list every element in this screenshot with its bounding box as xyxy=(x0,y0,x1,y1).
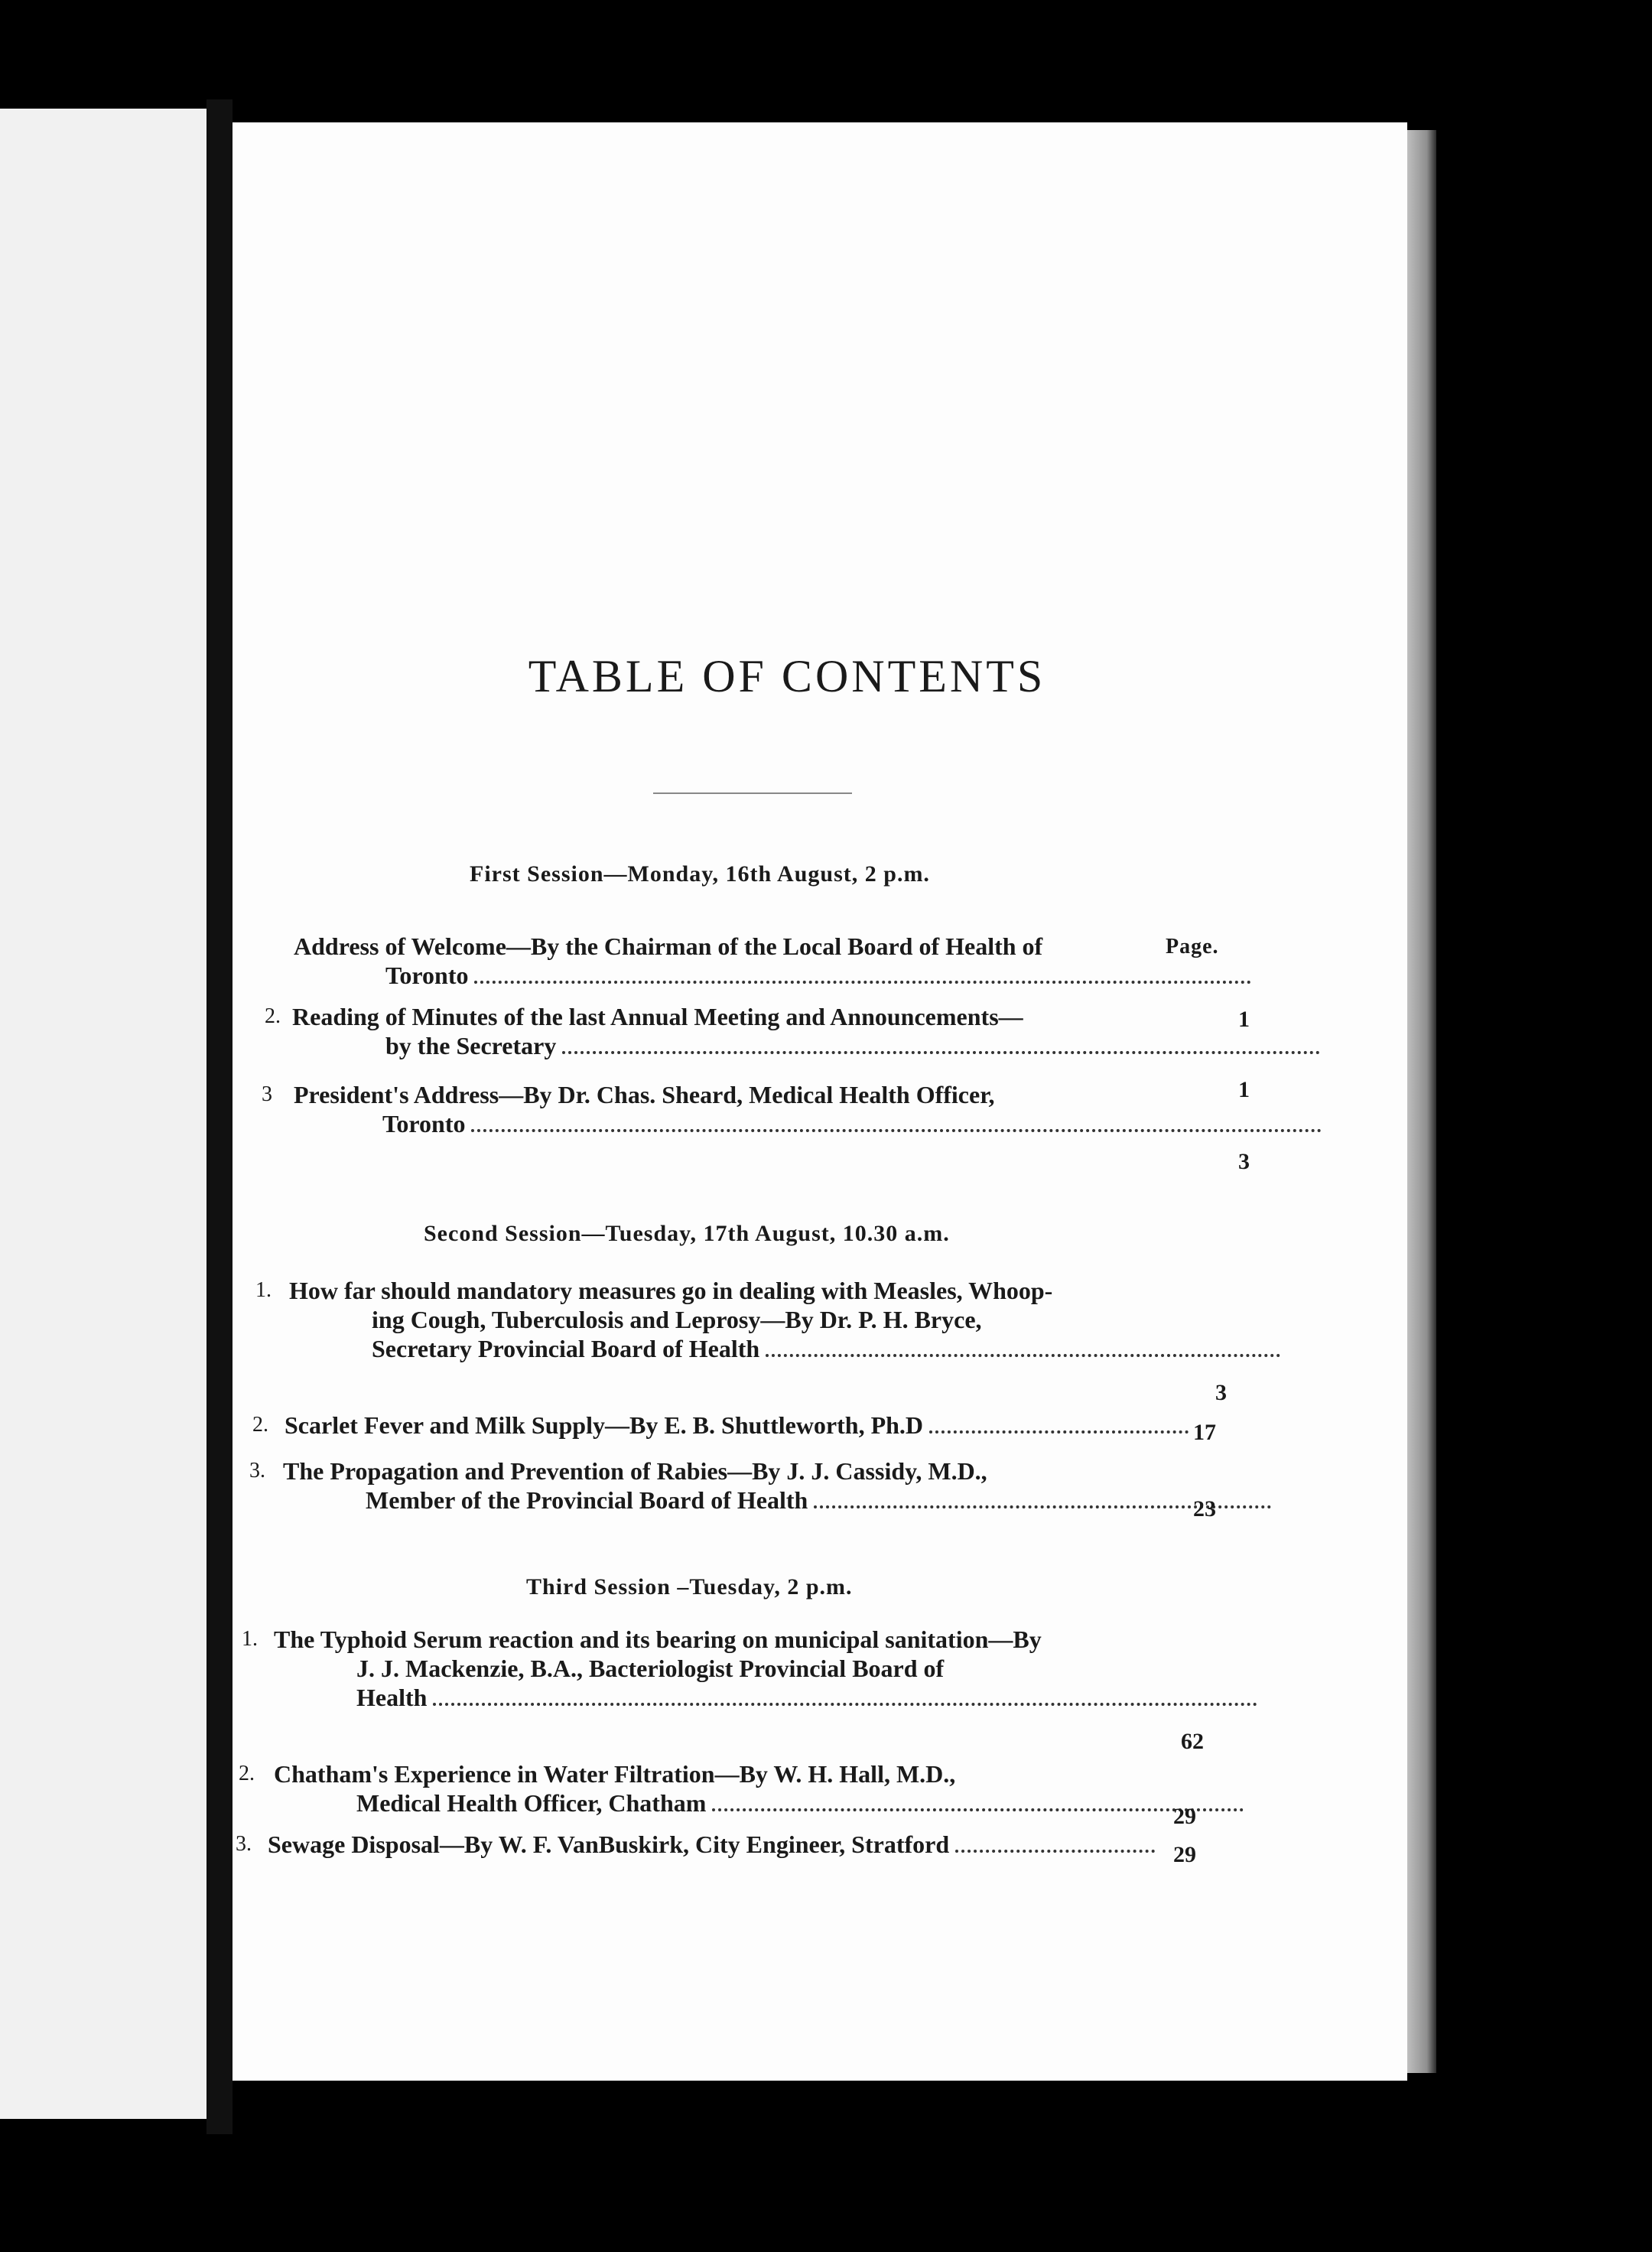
toc-entry: 1. How far should mandatory measures go in dealing with Measles, Whoop- ing Cough, Tuberculosis and Leprosy—By Dr. P. H. Bryce, Secretary Provincial Board of Health xyxy=(255,1276,1357,1363)
toc-entry: 3. The Propagation and Prevention of Rabies—By J. J. Cassidy, M.D., Member of the Provincial Board of Health xyxy=(249,1456,1351,1515)
page-number: 17 xyxy=(1193,1420,1216,1445)
entry-line: Secretary Provincial Board of Health xyxy=(255,1334,1286,1363)
toc-entry: 2. Reading of Minutes of the last Annual Meeting and Announcements— by the Secretary xyxy=(265,1002,1366,1060)
entry-line: Scarlet Fever and Milk Supply—By E. B. Shuttleworth, Ph.D xyxy=(252,1411,1195,1440)
entry-line: The Typhoid Serum reaction and its bearing on municipal sanitation—By xyxy=(274,1626,1042,1653)
leader-dots xyxy=(562,1051,1320,1054)
page-column-label: Page. xyxy=(1166,935,1219,958)
book-gutter xyxy=(206,99,233,2134)
toc-entry: 1. The Typhoid Serum reaction and its bearing on municipal sanitation—By J. J. Mackenzie, B.A., Bacteriologist Provincial Board of Health xyxy=(242,1625,1343,1712)
entry-line: Sewage Disposal—By W. F. VanBuskirk, City Engineer, Stratford xyxy=(236,1830,1161,1859)
title-rule xyxy=(653,792,852,794)
facing-page xyxy=(0,109,206,2119)
toc-entry: 3. Sewage Disposal—By W. F. VanBuskirk, City Engineer, Stratford xyxy=(236,1830,1337,1859)
page-number: 62 xyxy=(1181,1729,1204,1754)
entry-line: ing Cough, Tuberculosis and Leprosy—By Dr. P. H. Bryce, xyxy=(372,1306,982,1333)
page-number: 23 xyxy=(1193,1496,1216,1521)
entry-line: Toronto xyxy=(294,961,1257,990)
session-heading-second: Second Session—Tuesday, 17th August, 10.30 a.m. xyxy=(424,1221,950,1246)
leader-dots xyxy=(766,1354,1280,1357)
page-number: 3 xyxy=(1238,1149,1250,1174)
toc-entry: 3 President's Address—By Dr. Chas. Sheard, Medical Health Officer, Toronto xyxy=(262,1080,1363,1138)
entry-line: Chatham's Experience in Water Filtration—By W. H. Hall, M.D., xyxy=(274,1760,956,1788)
entry-line: Reading of Minutes of the last Annual Meeting and Announcements— xyxy=(292,1003,1023,1030)
entry-line: President's Address—By Dr. Chas. Sheard, Medical Health Officer, xyxy=(294,1081,995,1108)
page-title: TABLE OF CONTENTS xyxy=(528,651,1046,701)
entry-line: J. J. Mackenzie, B.A., Bacteriologist Provincial Board of xyxy=(356,1655,945,1682)
toc-entry: 2. Chatham's Experience in Water Filtration—By W. H. Hall, M.D., Medical Health Officer, Chatham xyxy=(239,1759,1340,1818)
entry-line: How far should mandatory measures go in dealing with Measles, Whoop- xyxy=(289,1277,1053,1304)
toc-entry xyxy=(294,932,1395,990)
leader-dots xyxy=(474,981,1251,984)
entry-line: Medical Health Officer, Chatham xyxy=(239,1788,1250,1818)
page-number: 3 xyxy=(1215,1380,1227,1405)
leader-dots xyxy=(433,1703,1257,1706)
page-number: 29 xyxy=(1173,1842,1196,1867)
session-heading-first: First Session—Monday, 16th August, 2 p.m. xyxy=(470,861,930,887)
page-number: 1 xyxy=(1238,1007,1250,1032)
entry-line: Health xyxy=(242,1683,1263,1712)
entry-line: by the Secretary xyxy=(265,1031,1326,1060)
entry-line: Address of Welcome—By the Chairman of the Local Board of Health of xyxy=(294,932,1043,960)
leader-dots xyxy=(955,1850,1155,1853)
leader-dots xyxy=(471,1129,1322,1132)
leader-dots xyxy=(929,1430,1189,1434)
session-heading-third: Third Session –Tuesday, 2 p.m. xyxy=(526,1574,853,1600)
page-number: 29 xyxy=(1173,1804,1196,1829)
entry-line: Toronto xyxy=(262,1109,1328,1138)
page-number: 1 xyxy=(1238,1077,1250,1102)
entry-line: The Propagation and Prevention of Rabies—By J. J. Cassidy, M.D., xyxy=(283,1457,987,1485)
toc-entry: 2. Scarlet Fever and Milk Supply—By E. B. Shuttleworth, Ph.D xyxy=(252,1411,1354,1440)
book-page xyxy=(233,122,1407,2081)
entry-line: Member of the Provincial Board of Health xyxy=(249,1486,1277,1515)
